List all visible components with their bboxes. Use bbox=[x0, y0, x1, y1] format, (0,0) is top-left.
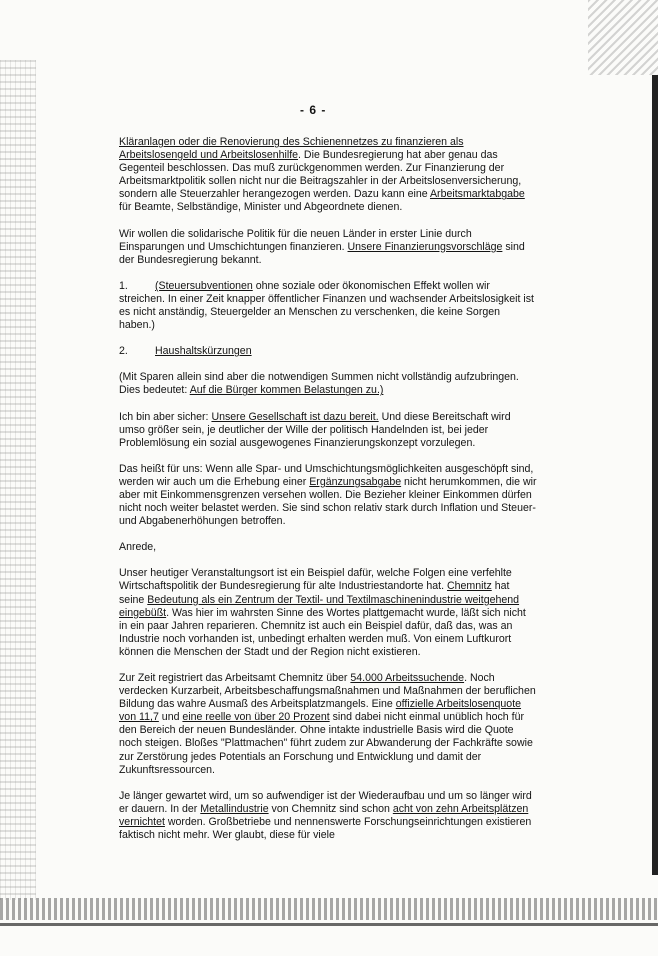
text-span: . Die Bundesregierung hat aber genau das Gegenteil beschlossen. Das muß zurückgenommen werden. Zur Finanzierung der Arbeitsmarktpolitik sollen nicht nur die Beitragszahler in der Arbeitslosenversicherung, sondern alle Steuerzahler herangezogen werden. Dazu kann eine bbox=[119, 149, 522, 201]
underlined-phrase: Haushaltskürzungen bbox=[155, 345, 252, 358]
scan-noise-top-right bbox=[588, 0, 658, 75]
text-span: für Beamte, Selbständige, Minister und Abgeordnete dienen. bbox=[119, 201, 403, 214]
underlined-phrase: Auf die Bürger kommen Belastungen zu.) bbox=[189, 384, 384, 397]
underlined-phrase: Chemnitz bbox=[447, 580, 492, 593]
underlined-phrase: Kläranlagen oder die Renovierung des Schienennetzes zu finanzieren als Arbeitslosengeld und Arbeitslosenhilfe bbox=[119, 136, 464, 162]
text-span: nicht herumkommen, die wir aber mit Einkommensgrenzen versehen wollen. Die Bezieher kleiner Einkommen dürfen nicht noch weiter belastet werden. Sie sind schon relativ stark durch Inflation und Steuer- und Abgabenerhöhungen betroffen. bbox=[119, 475, 537, 528]
text-span: Ich bin aber sicher: bbox=[119, 410, 212, 423]
scan-noise-left bbox=[0, 60, 36, 900]
text-span: von Chemnitz sind schon bbox=[268, 802, 393, 815]
underlined-phrase: Metallindustrie bbox=[200, 802, 269, 815]
text-span: worden. Großbetriebe und nennenswerte Forschungseinrichtungen existieren faktisch nicht mehr. Wer glaubt, diese für viele bbox=[119, 815, 532, 842]
underlined-phrase: Unsere Gesellschaft ist dazu bereit. bbox=[211, 410, 379, 423]
text-span: und bbox=[158, 711, 183, 724]
paragraph-7 bbox=[119, 463, 537, 528]
underlined-phrase: Bedeutung als ein Zentrum der Textil- und Textilmaschinenindustrie weitgehend eingebüßt bbox=[119, 593, 520, 619]
text-span: . Was hier im wahrsten Sinne des Wortes plattgemacht wurde, läßt sich nicht in ein paar Jahren reparieren. Chemnitz ist auch ein Beispiel dafür, daß das, was an Industrie noch vorhanden ist, unbedingt erhalten werden muß. Von einem Luftkurort können die Menschen der Stadt und der Region nicht existieren. bbox=[119, 606, 526, 658]
text-span: . Noch verdecken Kurzarbeit, Arbeitsbeschaffungsmaßnahmen und Maßnahmen der beruflichen Bildung das wahre Ausmaß des Arbeitsplatzmangels. Eine bbox=[119, 672, 536, 711]
body-text bbox=[119, 136, 537, 855]
underlined-phrase: Unsere Finanzierungsvorschläge bbox=[347, 240, 503, 253]
scan-border-bottom bbox=[0, 923, 658, 926]
text-span: ohne soziale oder ökonomischen Effekt wollen wir streichen. In einer Zeit knapper öffentlicher Finanzen und wachsender Arbeitslosigkeit ist es nicht anständig, Steuergelder an Menschen zu verschenken, die keine Sorgen haben.) bbox=[119, 279, 534, 332]
scan-noise-bottom bbox=[0, 898, 658, 920]
text-span: sind dabei nicht einmal unüblich hoch für den Bereich der neuen Bundesländer. Ohne intakte industrielle Basis wird die Quote noch steigen. Bloßes "Plattmachen" führt zudem zur Abwanderung der Fachkräfte sowie zur Zerstörung jedes Potentials an Forschung und Entwicklung und damit der Zukunftsressourcen. bbox=[119, 711, 533, 776]
underlined-phrase: 54.000 Arbeitssuchende bbox=[350, 672, 465, 684]
numbered-item-2 bbox=[119, 345, 537, 358]
text-span: sind der Bundesregierung bekannt. bbox=[119, 240, 525, 266]
text-span: hat seine bbox=[119, 580, 510, 606]
underlined-phrase: Ergänzungsabgabe bbox=[309, 475, 402, 488]
paragraph-9 bbox=[119, 567, 537, 659]
text-span: Und diese Bereitschaft wird umso größer sein, je deutlicher der Wille der politisch Handelnden ist, bei jeder Problemlösung ein sozial ausgewogenes Finanzierungskonzept vorzulegen. bbox=[119, 410, 511, 449]
paragraph-11 bbox=[119, 790, 537, 842]
paragraph-1 bbox=[119, 136, 537, 215]
underlined-phrase: acht von zehn Arbeitsplätzen vernichtet bbox=[119, 802, 529, 828]
text-span: Anrede, bbox=[119, 541, 157, 554]
underlined-phrase: eine reelle von über 20 Prozent bbox=[182, 711, 330, 724]
scan-border-right bbox=[652, 75, 658, 875]
underlined-phrase: (Steuersubventionen bbox=[155, 279, 253, 292]
item-number: 1. bbox=[119, 279, 128, 292]
paragraph-5 bbox=[119, 371, 537, 397]
text-span: Unser heutiger Veranstaltungsort ist ein Beispiel dafür, welche Folgen eine verfehlte Wirtschaftspolitik der Bundesregierung für alte Industriestandorte hat. bbox=[119, 567, 512, 593]
underlined-phrase: Arbeitsmarktabgabe bbox=[429, 188, 525, 201]
underlined-phrase: offizielle Arbeitslosenquote von 11,7 bbox=[119, 698, 522, 724]
page-number: - 6 - bbox=[300, 103, 327, 117]
text-span: Je länger gewartet wird, um so aufwendiger ist der Wiederaufbau und um so länger wird er dauern. In der bbox=[119, 789, 532, 815]
item-number: 2. bbox=[119, 345, 128, 358]
paragraph-6 bbox=[119, 411, 537, 450]
text-span: Wir wollen die solidarische Politik für die neuen Länder in erster Linie durch Einsparungen und Umschichtungen finanzieren. bbox=[119, 227, 472, 253]
paragraph-10 bbox=[119, 672, 537, 777]
text-span: Das heißt für uns: Wenn alle Spar- und Umschichtungsmöglichkeiten ausgeschöpft sind, werden wir auch um die Erhebung einer bbox=[119, 462, 534, 488]
salutation bbox=[119, 541, 537, 554]
numbered-item-1 bbox=[119, 280, 537, 332]
paragraph-2 bbox=[119, 228, 537, 267]
text-span: Zur Zeit registriert das Arbeitsamt Chemnitz über bbox=[119, 672, 351, 684]
text-span: (Mit Sparen allein sind aber die notwendigen Summen nicht vollständig aufzubringen. Dies bedeutet: bbox=[119, 371, 519, 397]
